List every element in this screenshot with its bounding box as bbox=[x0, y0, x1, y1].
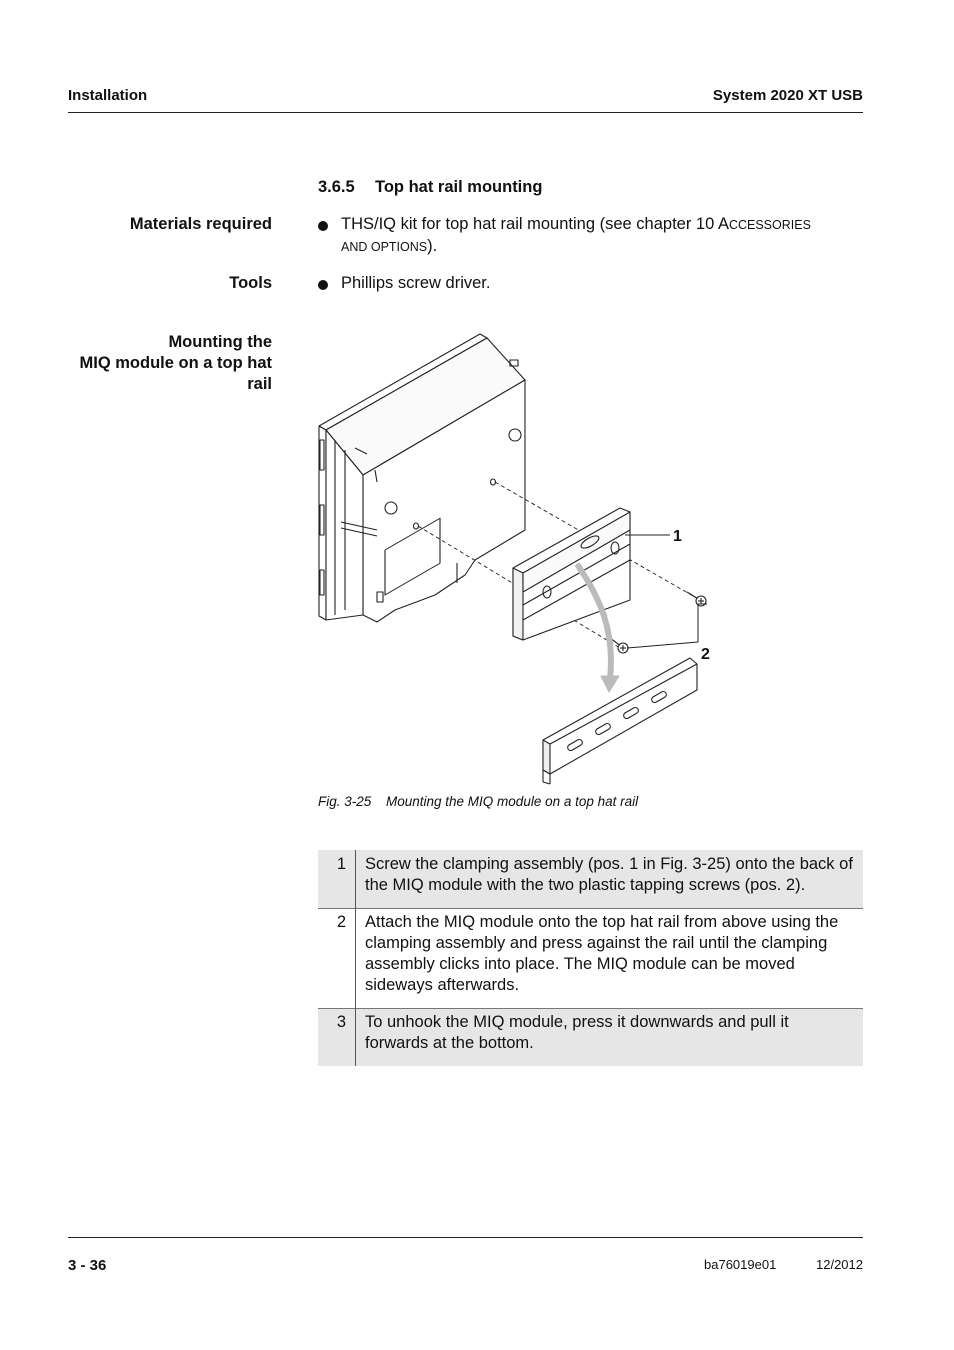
mounting-illustration bbox=[315, 330, 735, 790]
sidebar-mounting-line: Mounting the bbox=[168, 333, 272, 351]
materials-text-suffix: ). bbox=[427, 237, 438, 255]
step-number: 2 bbox=[318, 909, 356, 1009]
materials-bullet bbox=[318, 214, 863, 258]
page-number: 3 - 36 bbox=[68, 1257, 107, 1274]
tools-bullet-text: Phillips screw driver. bbox=[341, 274, 491, 292]
materials-chapter-ref-initial: A bbox=[717, 215, 729, 233]
step-text: To unhook the MIQ module, press it downwards and pull it forwards at the bottom. bbox=[356, 1009, 864, 1067]
callout-label-2: 2 bbox=[701, 646, 710, 663]
header-rule bbox=[68, 112, 863, 113]
materials-chapter-ref-part2: AND OPTIONS bbox=[341, 240, 428, 254]
step-row bbox=[318, 850, 863, 909]
callout-leaders bbox=[625, 535, 707, 648]
figure-caption-number: Fig. 3-25 bbox=[318, 794, 372, 809]
step-text: Screw the clamping assembly (pos. 1 in Fig. 3-25) onto the back of the MIQ module with the two plastic tapping screws (pos. 2). bbox=[356, 850, 864, 909]
materials-bullet-text bbox=[341, 214, 863, 258]
procedure-steps-table bbox=[318, 850, 863, 1066]
figure-caption bbox=[318, 794, 638, 809]
bullet-dot bbox=[318, 280, 328, 290]
figure-caption-text: Mounting the MIQ module on a top hat rail bbox=[386, 794, 639, 809]
tools-bullet bbox=[318, 273, 863, 294]
section-heading bbox=[318, 178, 542, 197]
footer-rule bbox=[68, 1237, 863, 1238]
header-section-title: Installation bbox=[68, 87, 148, 104]
sidebar-tools-label: Tools bbox=[229, 274, 272, 292]
section-number: 3.6.5 bbox=[318, 178, 355, 196]
step-number: 3 bbox=[318, 1009, 356, 1067]
callout-label-1: 1 bbox=[673, 528, 682, 545]
materials-text-prefix: THS/IQ kit for top hat rail mounting (see chapter 10 bbox=[341, 215, 718, 233]
step-number: 1 bbox=[318, 850, 356, 909]
miq-module-drawing bbox=[319, 334, 525, 622]
sidebar-mounting-label bbox=[60, 332, 272, 395]
sidebar-mounting-line: MIQ module on a top hat bbox=[79, 354, 272, 372]
sidebar-materials-label: Materials required bbox=[129, 215, 272, 233]
document-id: ba76019e01 bbox=[704, 1257, 777, 1272]
step-text: Attach the MIQ module onto the top hat rail from above using the clamping assembly and press against the rail until the clamping assembly clicks into place. The MIQ module can be moved sideways afterwards. bbox=[356, 909, 864, 1009]
step-row bbox=[318, 909, 863, 1009]
header-product-name: System 2020 XT USB bbox=[712, 87, 863, 104]
sidebar-mounting-line: rail bbox=[247, 375, 272, 393]
document-date: 12/2012 bbox=[816, 1257, 863, 1272]
top-hat-rail-drawing bbox=[543, 658, 697, 784]
step-row bbox=[318, 1009, 863, 1067]
section-title-text: Top hat rail mounting bbox=[375, 178, 543, 196]
materials-chapter-ref-part1: CCESSORIES bbox=[728, 218, 811, 232]
clamping-assembly-drawing bbox=[513, 508, 630, 640]
bullet-dot bbox=[318, 221, 328, 231]
